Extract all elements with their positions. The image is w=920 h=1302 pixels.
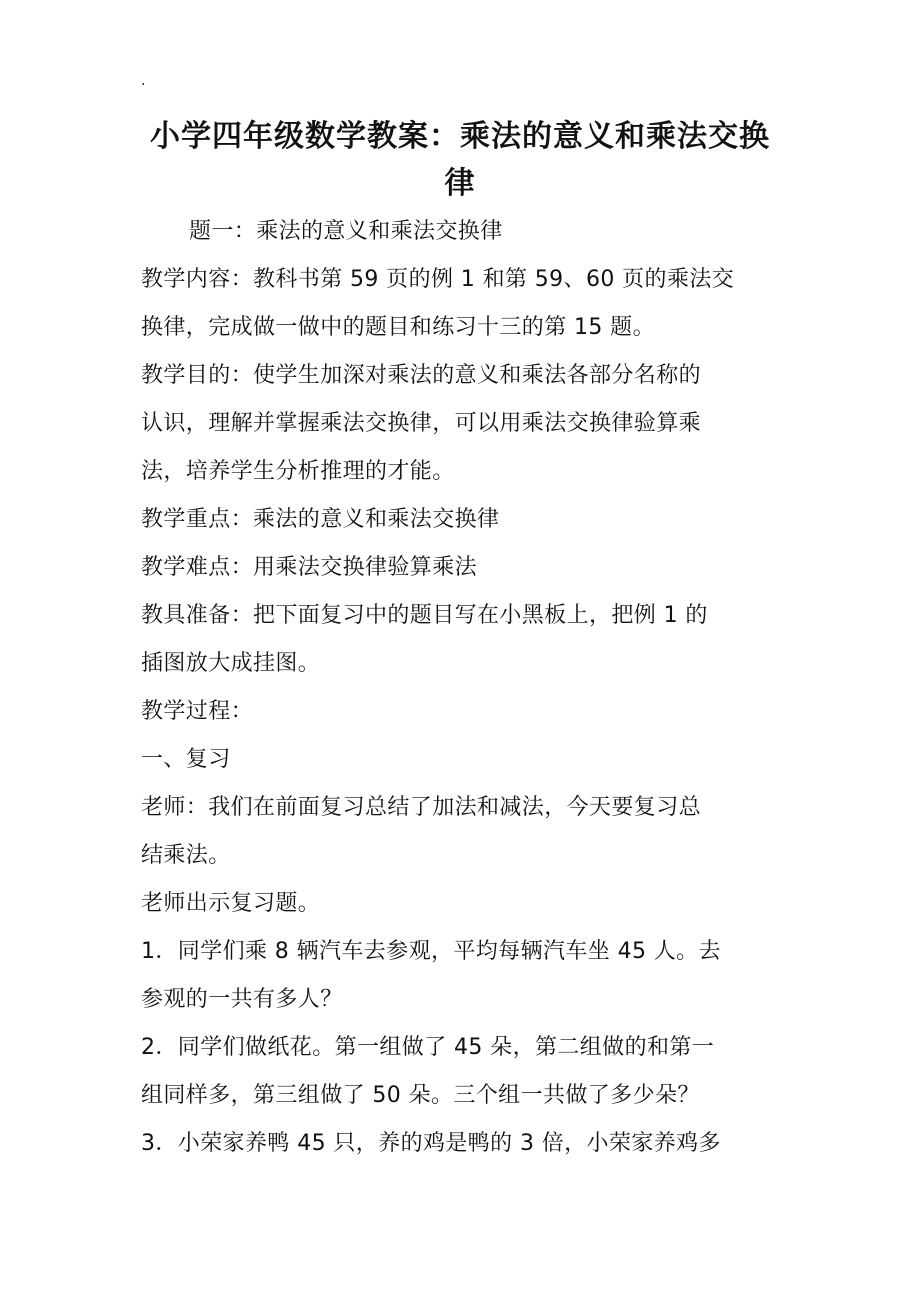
paragraph-line: 认识，理解并掌握乘法交换律，可以用乘法交换律验算乘 — [141, 411, 702, 436]
paragraph-line: 教学过程： — [141, 699, 254, 724]
paragraph-line: 组同样多，第三组做了 50 朵。三个组一共做了多少朵？ — [141, 1083, 700, 1108]
section-heading: 题一：乘法的意义和乘法交换律 — [189, 219, 503, 244]
paragraph-line: 老师：我们在前面复习总结了加法和减法，今天要复习总 — [141, 795, 702, 820]
paragraph-line: 一、复习 — [141, 747, 231, 772]
paragraph-line: 插图放大成挂图。 — [141, 651, 321, 676]
paragraph-line: 教学难点：用乘法交换律验算乘法 — [141, 555, 478, 580]
paragraph-line: 参观的一共有多人？ — [141, 987, 343, 1012]
header-dot: . — [141, 73, 146, 89]
title-line-1: 小学四年级数学教案：乘法的意义和乘法交换 — [150, 119, 770, 154]
paragraph-line: 换律，完成做一做中的题目和练习十三的第 15 题。 — [141, 315, 655, 340]
paragraph-line: 2．同学们做纸花。第一组做了 45 朵，第二组做的和第一 — [141, 1035, 715, 1060]
paragraph-line: 老师出示复习题。 — [141, 891, 321, 916]
paragraph-line: 教学目的：使学生加深对乘法的意义和乘法各部分名称的 — [141, 363, 702, 388]
paragraph-line: 结乘法。 — [141, 843, 231, 868]
paragraph-line: 1．同学们乘 8 辆汽车去参观，平均每辆汽车坐 45 人。去 — [141, 939, 721, 964]
paragraph-line: 教学内容：教科书第 59 页的例 1 和第 59、60 页的乘法交 — [141, 267, 735, 292]
paragraph-line: 教学重点：乘法的意义和乘法交换律 — [141, 507, 500, 532]
paragraph-line: 3．小荣家养鸭 45 只，养的鸡是鸭的 3 倍，小荣家养鸡多 — [141, 1131, 721, 1156]
paragraph-line: 教具准备：把下面复习中的题目写在小黑板上，把例 1 的 — [141, 603, 708, 628]
title-line-2: 律 — [444, 166, 476, 201]
paragraph-line: 法，培养学生分析推理的才能。 — [141, 459, 455, 484]
